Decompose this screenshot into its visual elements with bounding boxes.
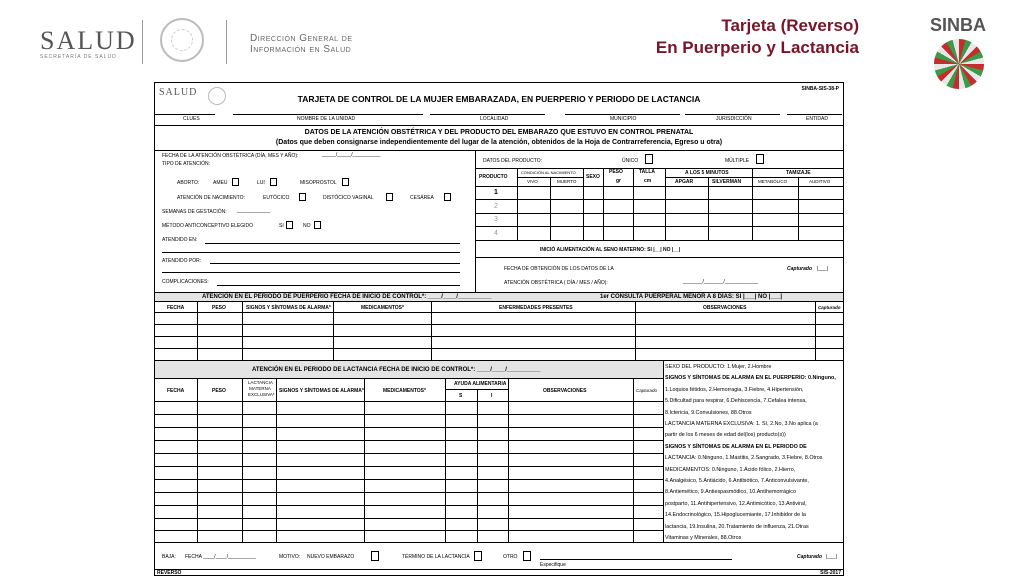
col-condicion: CONDICIÓN AL NACIMIENTO [521,170,576,175]
dgis-line-1: Dirección General de [250,33,353,44]
otro-label: OTRO [503,554,518,560]
section1-title: DATOS DE LA ATENCIÓN OBSTÉTRICA Y DEL PRODUCTO DEL EMBARAZO QUE ESTUVO EN CONTROL PRENATAL [304,129,694,136]
atendido-en-label: ATENDIDO EN: [162,237,198,243]
mini-salud-logo: SALUD [159,87,198,98]
col-line [665,168,666,240]
page-title-2: En Puerperio y Lactancia [655,38,859,57]
metodo-si-checkbox[interactable] [286,221,293,229]
fecha-atencion-value[interactable]: _____/_____/__________ [322,152,381,158]
clues-line [155,114,215,115]
col-observaciones: OBSERVACIONES [703,305,747,311]
note-line: MEDICAMENTOS: 0.Ninguno, 1.Ácido fólico, 2.Hierro, [665,466,796,473]
note-line: 14.Endocrinológico, 15.Hipoglucemiante, 17.Inhibidor de la [665,512,806,519]
misoprostol-label: MISOPROSTOL [300,180,337,186]
row-line [155,530,663,531]
note-line: lactancia, 19.Insulina, 20.Tratamiento de influenza, 21.Otras [665,523,809,530]
notes-divider [663,360,664,542]
rule [155,569,843,570]
field-localidad: LOCALIDAD [480,116,509,122]
nuevo-embarazo-checkbox[interactable] [371,551,379,561]
col-line [633,168,634,240]
especifique-label: Especifique [540,562,566,568]
header-divider [142,20,143,64]
col-producto: PRODUCTO [479,174,508,180]
col-i: I [491,393,493,399]
col-line [815,302,816,360]
obstetrica-fecha-label: ATENCIÓN OBSTÉTRICA ( DÍA / MES / AÑO): [504,280,608,286]
termino-lactancia-checkbox[interactable] [474,551,482,561]
row-line [475,199,843,200]
row-line [155,479,663,480]
col-fecha: FECHA [167,305,185,311]
col-vivo: VIVO [527,179,538,184]
nacimiento-label: ATENCIÓN DE NACIMIENTO: [177,195,245,201]
eutocico-label: EUTÓCICO [263,195,290,201]
field-clues: CLUES [183,116,200,122]
row-line [155,492,663,493]
tipo-atencion-label: TIPO DE ATENCIÓN: [162,161,210,167]
cesarea-checkbox[interactable] [444,193,451,201]
col-ayuda: AYUDA ALIMENTARIA [454,381,507,387]
row-line [155,427,663,428]
note-line: 1.Loquios fétidos, 2.Hemorragia, 3.Fiebre, 4.Hipertensión, [665,386,804,393]
col-peso: PESO [609,169,623,175]
ameu-checkbox[interactable] [232,178,239,186]
dgis-label [250,33,353,55]
salud-logo: SALUD [40,26,137,55]
form-title: TARJETA DE CONTROL DE LA MUJER EMBARAZADA, EN PUERPERIO Y PERIODO DE LACTANCIA [297,94,701,104]
row-line [155,440,663,441]
col-line [517,168,518,240]
note-line: postparto, 11.Antihipertensivo, 12.Antimicótico, 13.Antiviral, [665,500,807,507]
baja-fecha[interactable]: FECHA ____/____/__________ [185,554,256,560]
id-fields-row [155,109,843,121]
col-fecha: FECHA [167,388,185,394]
col-line [242,302,243,360]
page-title-1: Tarjeta (Reverso) [721,16,859,35]
rule [475,257,843,258]
capturado-label: Capturado [787,266,812,272]
col-line [583,168,584,240]
lui-label: LUI [257,180,265,186]
rule [475,240,843,241]
lactancia-title: ATENCIÓN EN EL PERIODO DE LACTANCIA FECHA DE INICIO DE CONTROL*: ____/____/__________ [252,367,541,373]
row-4: 4 [494,230,498,237]
note-line: LACTANCIA: 0.Ninguno, 1.Mastitis, 2.Sangrado, 3.Fiebre, 8.Otros [665,455,823,462]
section1-subtitle: (Datos que deben consignarse independientemente del lugar de la atención, obtenidos de la Hoja de Contrarreferencia, Egreso u otra) [275,139,723,146]
misoprostol-checkbox[interactable] [342,178,349,186]
row-line [665,177,843,178]
col-line [635,302,636,360]
row-line [155,348,843,349]
semanas-input[interactable]: ____________ [237,208,271,214]
col-sexo: SEXO [586,174,600,180]
distocico-checkbox[interactable] [386,193,393,201]
note-line: partir de los 6 meses de edad del(los) producto(s)) [665,432,786,439]
row-line [475,226,843,227]
field-entidad: ENTIDAD [806,116,828,122]
multiple-checkbox[interactable] [756,154,764,164]
metodo-label: MÉTODO ANTICONCEPTIVO ELEGIDO [162,223,254,229]
entidad-line [787,114,842,115]
col-cinco-min: A LOS 5 MINUTOS [685,170,729,176]
row-line [445,389,508,390]
col-lactancia-exclusiva [248,380,275,398]
row-2: 2 [494,203,498,210]
metodo-no-label: NO [303,223,311,229]
obtencion-label: FECHA DE OBTENCIÓN DE LOS DATOS DE LA [504,266,614,272]
row-line [155,453,663,454]
col-line [197,302,198,360]
notes-legend [665,362,841,545]
col-capturado: Capturado [818,305,841,310]
row-line [155,505,663,506]
complicaciones-label: COMPLICACIONES: [162,279,209,285]
atendido-por-line[interactable] [210,263,460,264]
consulta-puerperal[interactable]: 1er CONSULTA PUERPERAL MENOR A 8 DÍAS: SI |___| NO |___| [600,294,783,300]
row-line [155,466,663,467]
atendido-en-line[interactable] [205,243,460,244]
header-divider-2 [226,20,227,64]
note-line: SIGNOS Y SÍNTOMAS DE ALARMA EN EL PERIODO DE [665,443,807,450]
lme-line-3: EXCLUSIVA* [248,392,275,397]
lme-line-1: LACTANCIA [248,380,273,385]
col-medicamentos: MEDICAMENTOS* [383,388,426,394]
puerperio-title: ATENCIÓN EN EL PERIODO DE PUERPERIO FECHA DE INICIO DE CONTROL*: ____/____/__________ [202,294,492,300]
sinba-logo: SINBA [930,15,987,35]
aborto-label: ABORTO: [177,180,200,186]
row-line [155,518,663,519]
lactancia-table [155,379,663,542]
cesarea-label: CESÁREA [410,195,434,201]
ameu-label: AMEU [213,180,228,186]
atendido-por-label: ATENDIDO POR: [162,258,202,264]
note-line: 8.Antiemético, 9.Antiespasmódico, 10.Antihemorrágico [665,489,796,496]
col-signos: SIGNOS Y SÍNTOMAS DE ALARMA* [246,305,331,311]
salud-subtitle: SECRETARÍA DE SALUD [40,54,117,60]
municipio-line [565,114,680,115]
footer-capturado-label: Capturado [797,554,822,560]
baja-label: BAJA: [162,554,176,560]
semanas-label: SEMANAS DE GESTACIÓN: [162,209,227,215]
eutocico-checkbox[interactable] [299,193,306,201]
row-line [155,336,843,337]
form-code: SINBA-SIS-38-P [801,86,839,92]
note-line: LACTANCIA MATERNA EXCLUSIVA: 1. Sí, 2.No, 3.No aplica (a [665,421,818,428]
sinba-globe-icon [934,39,984,89]
col-line [333,302,334,360]
note-line: 4.Analgésico, 5.Antiácido, 6.Antibiótico, 7.Anticonvulsivante, [665,478,809,485]
col-silverman: SILVERMAN [712,179,742,185]
field-jurisdiccion: JURISDICCIÓN [716,116,752,122]
field-municipio: MUNICIPIO [610,116,637,122]
note-line: Vitaminas y Minerales, 88.Otros [665,535,742,542]
row-3: 3 [494,216,498,223]
jurisdiccion-line [685,114,780,115]
row-line [517,177,583,178]
control-card-form [154,82,844,576]
product-table [475,168,843,240]
row-line [155,401,663,402]
col-peso: PESO [212,305,226,311]
note-line: 5.Dificultad para respirar, 6.Dehiscencia, 7.Cefalea intensa, [665,398,807,405]
field-unidad: NOMBRE DE LA UNIDAD [297,116,356,122]
obstetrica-fecha-value[interactable]: _______/_______/____________ [683,279,759,285]
datos-producto-label: DATOS DEL PRODUCTO: [483,158,542,164]
metodo-si-label: SI [279,223,284,229]
lui-checkbox[interactable] [270,178,277,186]
atendido-por-line-2[interactable] [162,272,460,273]
row-line [155,312,843,313]
nuevo-embarazo-label: NUEVO EMBARAZO [307,554,355,560]
col-gr: gr [616,178,621,184]
note-line: SEXO DEL PRODUCTO: 1.Mujer, 2.Hombre [665,364,772,370]
col-metabolico: METABÓLICO [758,179,788,184]
row-line [155,324,843,325]
localidad-line [430,114,545,115]
unico-label: ÚNICO [622,158,639,164]
reverso-label: REVERSO [157,570,182,576]
unico-checkbox[interactable] [645,154,653,164]
col-peso: PESO [212,388,226,394]
col-line [603,168,604,240]
unidad-line [233,114,423,115]
col-muerto: MUERTO [557,179,577,184]
note-line: SIGNOS Y SÍNTOMAS DE ALARMA EN EL PUERPERIO: 0.Ninguno, [665,375,836,382]
col-observaciones: OBSERVACIONES [543,388,587,394]
col-medicamentos: MEDICAMENTOS* [361,305,404,311]
otro-checkbox[interactable] [523,551,531,561]
col-apgar: APGAR [675,179,694,185]
dgis-line-2: Información en Salud [250,44,352,55]
rule [155,542,843,543]
col-capturado: Capturado [636,388,658,393]
col-line [752,168,753,240]
sis-version: SIS-2017 [820,570,841,576]
distocico-label: DISTÓCICO VAGINAL [323,195,374,201]
col-s: S [459,393,463,399]
row-line [475,186,843,187]
motivo-label: MOTIVO: [279,554,301,560]
col-cm: cm [644,178,652,184]
row-line [155,414,663,415]
col-talla: TALLA [639,169,656,175]
multiple-label: MÚLTIPLE [725,158,750,164]
inicio-seno-label[interactable]: INICIÓ ALIMENTACIÓN AL SENO MATERNO: SI |__| NO |__| [540,247,681,253]
footer-capturado-box[interactable]: |___| [826,554,837,560]
rule [155,150,843,151]
rule [155,125,843,126]
metodo-no-checkbox[interactable] [314,221,321,229]
capturado-box[interactable]: |___| [817,266,828,272]
puerperio-table [155,302,843,360]
note-line: 8.Ictericia, 9.Convulsiones, 88.Otros [665,409,752,416]
col-line [431,302,432,360]
seal-inner [171,29,193,51]
fecha-atencion-label: FECHA DE LA ATENCIÓN OBSTÉTRICA (DÍA, MES Y AÑO): [162,153,299,159]
row-1: 1 [494,189,498,196]
row-line [475,213,843,214]
col-signos: SIGNOS Y SÍNTOMAS DE ALARMA* [279,388,364,394]
lme-line-2: MATERNA [249,386,271,391]
col-tamizaje: TAMIZAJE [786,170,811,176]
complicaciones-line[interactable] [217,285,460,286]
especifique-line[interactable] [540,559,732,560]
col-enfermedades: ENFERMEDADES PRESENTES [499,305,573,311]
atendido-en-line-2[interactable] [162,252,460,253]
termino-lactancia-label: TÉRMINO DE LA LACTANCIA [402,554,470,560]
col-auditivo: AUDITIVO [809,179,831,184]
